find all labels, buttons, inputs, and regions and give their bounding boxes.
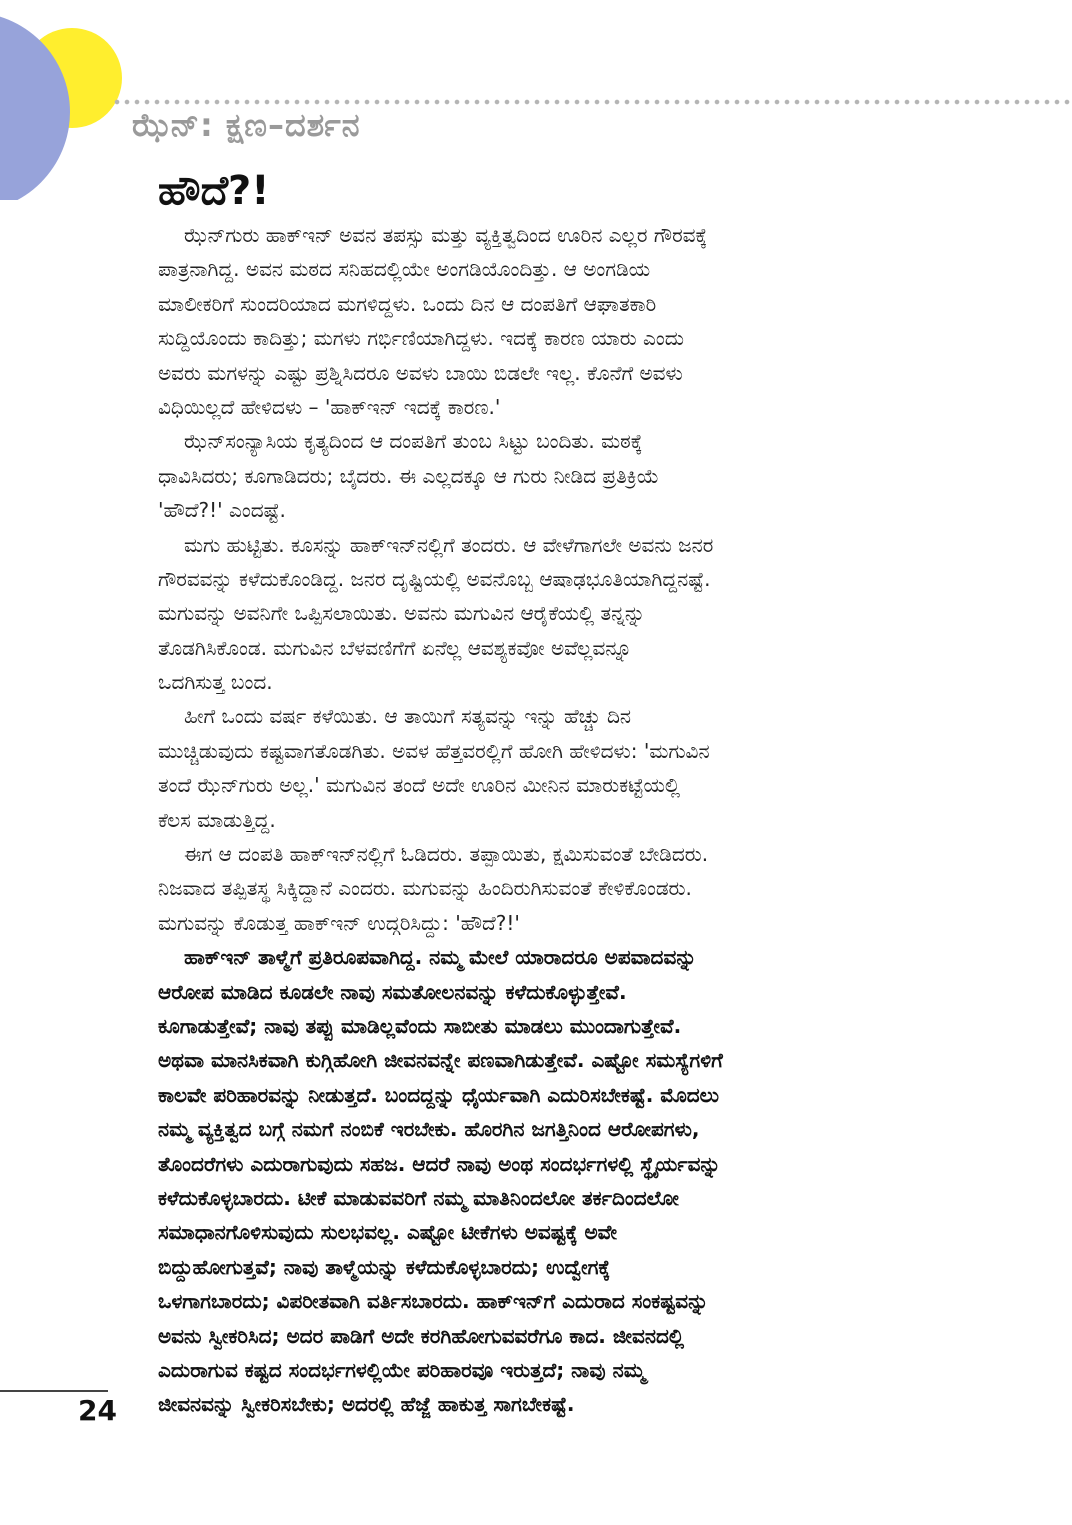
- text-line: ಸಮಾಧಾನಗೊಳಿಸುವುದು ಸುಲಭವಲ್ಲ. ಎಷ್ಟೋ ಟೀಕೆಗಳು ಅವಷ್ಟಕ್ಕೆ ಅವೇ: [158, 1220, 618, 1245]
- story-text: [158, 218, 918, 940]
- text-line: ತಂದೆ ಝೆನ್‌ಗುರು ಅಲ್ಲ.' ಮಗುವಿನ ತಂದೆ ಅದೇ ಊರಿನ ಮೀನಿನ ಮಾರುಕಟ್ಟೆಯಲ್ಲಿ: [158, 773, 681, 798]
- text-line: ಕಳೆದುಕೊಳ್ಳಬಾರದು. ಟೀಕೆ ಮಾಡುವವರಿಗೆ ನಮ್ಮ ಮಾತಿನಿಂದಲೋ ತರ್ಕದಿಂದಲೋ: [158, 1185, 679, 1210]
- text-line: ಮಾಲೀಕರಿಗೆ ಸುಂದರಿಯಾದ ಮಗಳಿದ್ದಳು. ಒಂದು ದಿನ ಆ ದಂಪತಿಗೆ ಆಘಾತಕಾರಿ: [158, 291, 657, 316]
- text-line: ಅವರು ಮಗಳನ್ನು ಎಷ್ಟು ಪ್ರಶ್ನಿಸಿದರೂ ಅವಳು ಬಾಯಿ ಬಿಡಲೇ ಇಲ್ಲ. ಕೊನೆಗೆ ಅವಳು: [158, 360, 683, 385]
- text-line: ಹಾಕ್‌ಇನ್ ತಾಳ್ಮೆಗೆ ಪ್ರತಿರೂಪವಾಗಿದ್ದ. ನಮ್ಮ ಮೇಲೆ ಯಾರಾದರೂ ಅಪವಾದವನ್ನು: [184, 945, 697, 970]
- text-line: ಝೆನ್‌ಸಂನ್ಯಾಸಿಯ ಕೃತ್ಯದಿಂದ ಆ ದಂಪತಿಗೆ ತುಂಬ ಸಿಟ್ಟು ಬಂದಿತು. ಮಠಕ್ಕೆ: [184, 429, 643, 454]
- dotted-rule: [112, 98, 1072, 106]
- text-line: ಧಾವಿಸಿದರು; ಕೂಗಾಡಿದರು; ಬೈದರು. ಈ ಎಲ್ಲದಕ್ಕೂ ಆ ಗುರು ನೀಡಿದ ಪ್ರತಿಕ್ರಿಯೆ: [158, 463, 660, 488]
- text-line: ಒದಗಿಸುತ್ತ ಬಂದ.: [158, 670, 273, 695]
- text-line: ಈಗ ಆ ದಂಪತಿ ಹಾಕ್‌ಇನ್‌ನಲ್ಲಿಗೆ ಓಡಿದರು. ತಪ್ಪಾಯಿತು, ಕ್ಷಮಿಸುವಂತೆ ಬೇಡಿದರು.: [184, 842, 709, 867]
- footer-rule: [0, 1390, 108, 1392]
- reflection-text: [158, 940, 918, 1421]
- text-line: ನಿಜವಾದ ತಪ್ಪಿತಸ್ಥ ಸಿಕ್ಕಿದ್ದಾನೆ ಎಂದರು. ಮಗುವನ್ನು ಹಿಂದಿರುಗಿಸುವಂತೆ ಕೇಳಿಕೊಂಡರು.: [158, 876, 692, 901]
- story-body: [158, 218, 918, 1422]
- text-line: ಎದುರಾಗುವ ಕಷ್ಟದ ಸಂದರ್ಭಗಳಲ್ಲಿಯೇ ಪರಿಹಾರವೂ ಇರುತ್ತದೆ; ನಾವು ನಮ್ಮ: [158, 1357, 646, 1382]
- text-line: ಕೂಗಾಡುತ್ತೇವೆ; ನಾವು ತಪ್ಪು ಮಾಡಿಲ್ಲವೆಂದು ಸಾಬೀತು ಮಾಡಲು ಮುಂದಾಗುತ್ತೇವೆ.: [158, 1013, 682, 1038]
- text-line: ಒಳಗಾಗಬಾರದು; ವಿಪರೀತವಾಗಿ ವರ್ತಿಸಬಾರದು. ಹಾಕ್‌ಇನ್‌ಗೆ ಎದುರಾದ ಸಂಕಷ್ಟವನ್ನು: [158, 1289, 709, 1314]
- corner-decoration: [0, 0, 130, 200]
- text-line: ಬಿದ್ದುಹೋಗುತ್ತವೆ; ನಾವು ತಾಳ್ಮೆಯನ್ನು ಕಳೆದುಕೊಳ್ಳಬಾರದು; ಉದ್ವೇಗಕ್ಕೆ: [158, 1254, 611, 1279]
- page-number: 24: [78, 1394, 117, 1427]
- text-line: ಹೀಗೆ ಒಂದು ವರ್ಷ ಕಳೆಯಿತು. ಆ ತಾಯಿಗೆ ಸತ್ಯವನ್ನು ಇನ್ನು ಹೆಚ್ಚು ದಿನ: [184, 704, 632, 729]
- text-line: ಆರೋಪ ಮಾಡಿದ ಕೂಡಲೇ ನಾವು ಸಮತೋಲನವನ್ನು ಕಳೆದುಕೊಳ್ಳುತ್ತೇವೆ.: [158, 979, 627, 1004]
- text-line: ತೊಂದರೆಗಳು ಎದುರಾಗುವುದು ಸಹಜ. ಆದರೆ ನಾವು ಅಂಥ ಸಂದರ್ಭಗಳಲ್ಲಿ ಸ್ಥೈರ್ಯವನ್ನು: [158, 1151, 721, 1176]
- text-line: ವಿಧಿಯಿಲ್ಲದೆ ಹೇಳಿದಳು – 'ಹಾಕ್‌ಇನ್ ಇದಕ್ಕೆ ಕಾರಣ.': [158, 394, 501, 419]
- text-line: ನಮ್ಮ ವ್ಯಕ್ತಿತ್ವದ ಬಗ್ಗೆ ನಮಗೆ ನಂಬಿಕೆ ಇರಬೇಕು. ಹೊರಗಿನ ಜಗತ್ತಿನಿಂದ ಆರೋಪಗಳು,: [158, 1117, 700, 1142]
- section-title: ಝೆನ್: ಕ್ಷಣ–ದರ್ಶನ: [132, 106, 361, 144]
- text-line: ಮಗು ಹುಟ್ಟಿತು. ಕೂಸನ್ನು ಹಾಕ್‌ಇನ್‌ನಲ್ಲಿಗೆ ತಂದರು. ಆ ವೇಳೆಗಾಗಲೇ ಅವನು ಜನರ: [184, 532, 714, 557]
- text-line: ಅವನು ಸ್ವೀಕರಿಸಿದ; ಅದರ ಪಾಡಿಗೆ ಅದೇ ಕರಗಿಹೋಗುವವರೆಗೂ ಕಾದ. ಜೀವನದಲ್ಲಿ: [158, 1323, 685, 1348]
- text-line: ಮಗುವನ್ನು ಕೊಡುತ್ತ ಹಾಕ್‌ಇನ್ ಉದ್ಗರಿಸಿದ್ದು: 'ಹೌದೆ?!': [158, 910, 520, 935]
- text-line: ಅಥವಾ ಮಾನಸಿಕವಾಗಿ ಕುಗ್ಗಿಹೋಗಿ ಜೀವನವನ್ನೇ ಪಣವಾಗಿಡುತ್ತೇವೆ. ಎಷ್ಟೋ ಸಮಸ್ಯೆಗಳಿಗೆ: [158, 1048, 723, 1073]
- text-line: ಪಾತ್ರನಾಗಿದ್ದ. ಅವನ ಮಠದ ಸನಿಹದಲ್ಲಿಯೇ ಅಂಗಡಿಯೊಂದಿತ್ತು. ಆ ಅಂಗಡಿಯ: [158, 257, 651, 282]
- text-line: ಕೆಲಸ ಮಾಡುತ್ತಿದ್ದ.: [158, 807, 276, 832]
- story-title: ಹೌದೆ?!: [158, 168, 270, 214]
- text-line: ಗೌರವವನ್ನು ಕಳೆದುಕೊಂಡಿದ್ದ. ಜನರ ದೃಷ್ಟಿಯಲ್ಲಿ ಅವನೊಬ್ಬ ಆಷಾಢಭೂತಿಯಾಗಿದ್ದನಷ್ಟೆ.: [158, 566, 711, 591]
- text-line: ಸುದ್ದಿಯೊಂದು ಕಾದಿತ್ತು; ಮಗಳು ಗರ್ಭಿಣಿಯಾಗಿದ್ದಳು. ಇದಕ್ಕೆ ಕಾರಣ ಯಾರು ಎಂದು: [158, 326, 684, 351]
- text-line: ಝೆನ್‌ಗುರು ಹಾಕ್‌ಇನ್ ಅವನ ತಪಸ್ಸು ಮತ್ತು ವ್ಯಕ್ತಿತ್ವದಿಂದ ಊರಿನ ಎಲ್ಲರ ಗೌರವಕ್ಕೆ: [184, 223, 708, 247]
- text-line: ಮಗುವನ್ನು ಅವನಿಗೇ ಒಪ್ಪಿಸಲಾಯಿತು. ಅವನು ಮಗುವಿನ ಆರೈಕೆಯಲ್ಲಿ ತನ್ನನ್ನು: [158, 601, 646, 626]
- text-line: ಕಾಲವೇ ಪರಿಹಾರವನ್ನು ನೀಡುತ್ತದೆ. ಬಂದದ್ದನ್ನು ಧೈರ್ಯವಾಗಿ ಎದುರಿಸಬೇಕಷ್ಟೆ. ಮೊದಲು: [158, 1082, 719, 1107]
- text-line: ತೊಡಗಿಸಿಕೊಂಡ. ಮಗುವಿನ ಬೆಳವಣಿಗೆಗೆ ಏನೆಲ್ಲ ಆವಶ್ಯಕವೋ ಅವೆಲ್ಲವನ್ನೂ: [158, 635, 632, 660]
- text-line: ಜೀವನವನ್ನು ಸ್ವೀಕರಿಸಬೇಕು; ಅದರಲ್ಲಿ ಹೆಜ್ಜೆ ಹಾಕುತ್ತ ಸಾಗಬೇಕಷ್ಟೆ.: [158, 1392, 575, 1417]
- text-line: ಮುಚ್ಚಿಡುವುದು ಕಷ್ಟವಾಗತೊಡಗಿತು. ಅವಳ ಹೆತ್ತವರಲ್ಲಿಗೆ ಹೋಗಿ ಹೇಳಿದಳು: 'ಮಗುವಿನ: [158, 738, 710, 763]
- text-line: 'ಹೌದೆ?!' ಎಂದಷ್ಟೆ.: [158, 498, 286, 523]
